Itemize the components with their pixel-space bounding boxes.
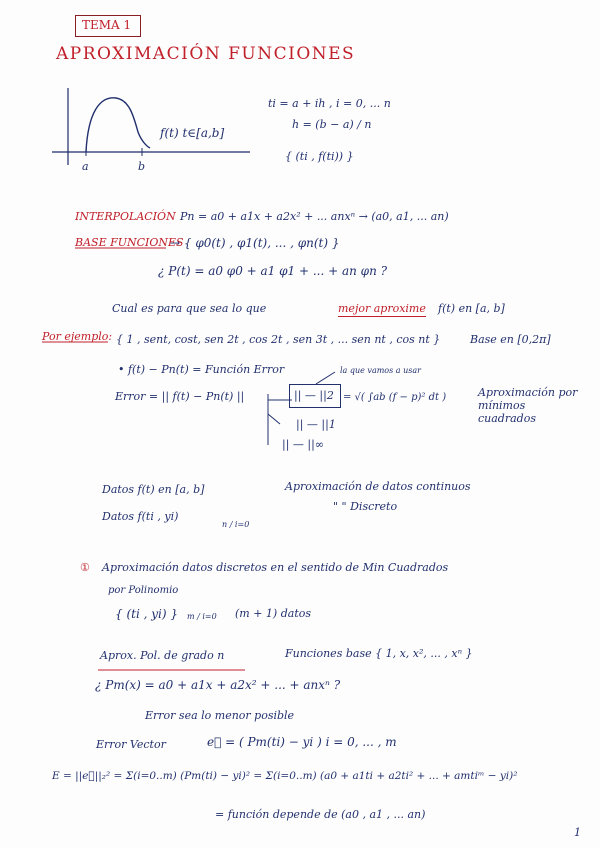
poly-base: Funciones base { 1, x, x², ... , xⁿ } — [285, 647, 473, 660]
poly-question: ¿ Pm(x) = a0 + a1x + a2x² + ... + anxⁿ ? — [95, 678, 341, 692]
norminf-label: || — ||∞ — [282, 438, 324, 451]
min-error: Error sea lo menor posible — [145, 709, 295, 722]
base-formula: → { φ0(t) , φ1(t), ... , φn(t) } — [170, 236, 340, 250]
norm2-label: || — ||2 — [294, 389, 334, 402]
pairs-line: { (ti , f(ti)) } — [285, 150, 354, 163]
vector-eq: e⃗ = ( Pm(ti) − yi ) i = 0, ... , m — [207, 735, 397, 749]
section-subtitle: por Polinomio — [108, 585, 179, 596]
graph-func-label: f(t) t∈[a,b] — [160, 126, 225, 140]
graph-b-label: b — [138, 160, 146, 173]
interp-formula: Pn = a0 + a1x + a2x² + ... anxⁿ → (a0, a1, ... an) — [180, 210, 449, 223]
E-eq: E = ||e⃗||₂² = Σ(i=0..m) (Pm(ti) − yi)² = Σ(i=0..m) (a0 + a1ti + a2ti² + ... + amtiᵐ − yi)² — [52, 770, 518, 782]
error-norm: Error = || f(t) − Pn(t) || — [115, 390, 245, 403]
datos-discrete-desc: " " Discreto — [333, 500, 398, 513]
ejemplo-set: { 1 , sent, cost, sen 2t , cos 2t , sen 3t , ... sen nt , cos nt } — [116, 333, 441, 346]
error-note: la que vamos a usar — [340, 366, 421, 375]
aprox-min-cuadrados: Aproximación por mínimos cuadrados — [478, 386, 578, 425]
section-title: Aproximación datos discretos en el sentido de Min Cuadrados — [102, 561, 449, 574]
step-line: h = (b − a) / n — [292, 118, 372, 131]
points-set: { (ti , yi) } — [115, 607, 178, 621]
points-range: m / i=0 — [187, 612, 217, 621]
graph-a-label: a — [82, 160, 89, 173]
datos-continuous: Datos f(t) en [a, b] — [102, 483, 205, 496]
datos-continuous-desc: Aproximación de datos continuos — [285, 480, 471, 493]
error-function: • f(t) − Pn(t) = Función Error — [118, 363, 285, 376]
interp-label: INTERPOLACIÓN — [75, 210, 176, 223]
page-title: APROXIMACIÓN FUNCIONES — [56, 44, 356, 64]
base-label: BASE FUNCIONES — [75, 236, 184, 249]
tema-label: TEMA 1 — [82, 18, 132, 32]
datos-discrete: Datos f(ti , yi) — [102, 510, 179, 523]
vector-label: Error Vector — [96, 738, 166, 751]
section-number: ① — [80, 561, 90, 574]
datos-range: n / i=0 — [222, 520, 250, 529]
question-text: Cual es para que sea lo que — [112, 302, 267, 315]
base-question: ¿ P(t) = a0 φ0 + a1 φ1 + ... + an φn ? — [158, 264, 388, 278]
page-number: 1 — [574, 826, 581, 839]
points-count: (m + 1) datos — [235, 607, 312, 620]
nodes-line: ti = a + ih , i = 0, ... n — [268, 97, 391, 110]
ejemplo-label: Por ejemplo: — [42, 330, 113, 343]
ejemplo-base: Base en [0,2π] — [470, 333, 551, 346]
E-dependency: = función depende de (a0 , a1 , ... an) — [215, 808, 426, 821]
norm1-label: || — ||1 — [296, 418, 336, 431]
l2-integral: = √( ∫ab (f − p)² dt ) — [343, 392, 447, 403]
question-tail: f(t) en [a, b] — [438, 302, 505, 315]
poly-degree: Aprox. Pol. de grado n — [100, 649, 225, 662]
question-mejor: mejor aproxime — [338, 302, 426, 315]
